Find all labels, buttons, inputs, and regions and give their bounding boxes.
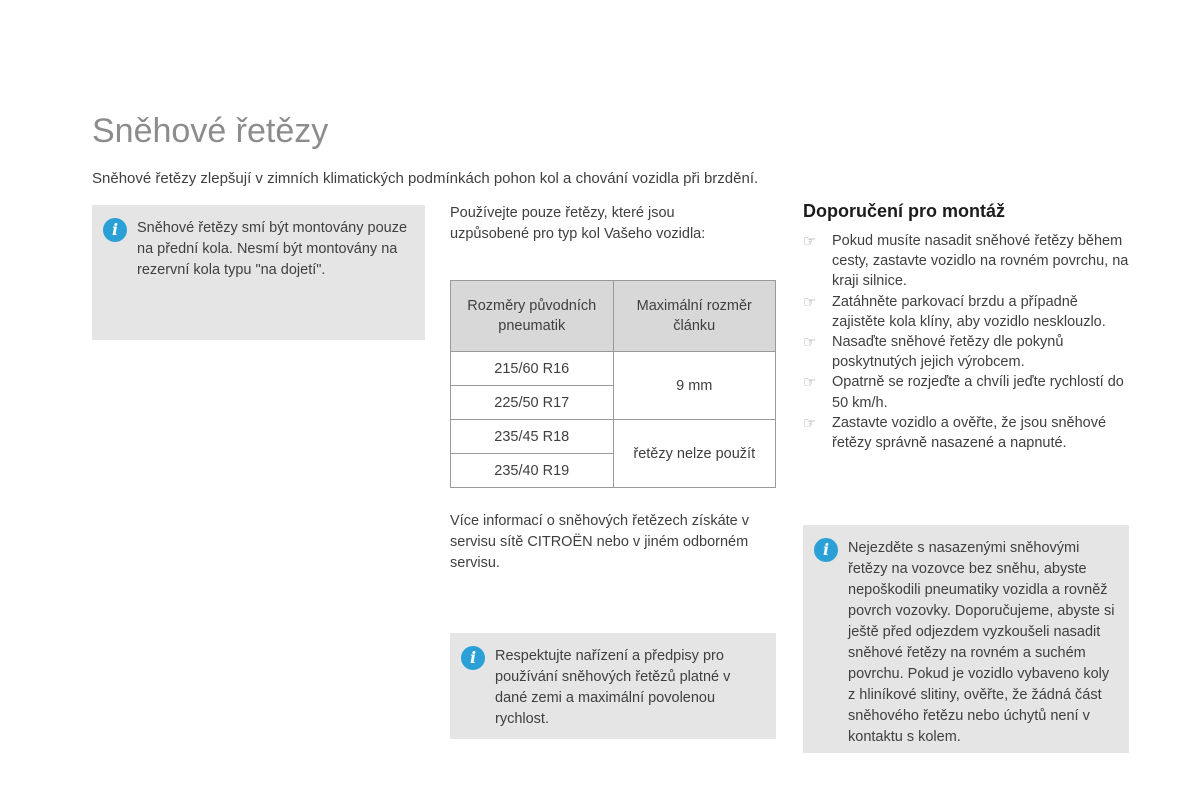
info-note-front-wheels xyxy=(92,205,425,340)
note-text: Sněhové řetězy smí být montovány pouze na přední kola. Nesmí být montovány na rezervní kola typu "na dojetí". xyxy=(137,220,408,278)
tire-size-cell: 235/40 R19 xyxy=(451,454,614,488)
recommendation-item xyxy=(803,231,1133,292)
tire-size-cell: 215/60 R16 xyxy=(451,352,614,386)
info-icon: i xyxy=(103,218,127,242)
chains-lead-text: Používejte pouze řetězy, které jsou uzpůsobené pro typ kol Vašeho vozidla: xyxy=(450,205,706,242)
pointer-icon: ☞ xyxy=(803,232,817,250)
table-row xyxy=(451,420,776,454)
pointer-icon: ☞ xyxy=(803,373,817,392)
recommendation-item xyxy=(803,292,1133,332)
chain-size-cell: řetězy nelze použít xyxy=(613,420,776,488)
recommendation-text: Zastavte vozidlo a ověřte, že jsou sněhové řetězy správně nasazené a napnuté. xyxy=(832,414,1107,452)
recommendation-text: Zatáhněte parkovací brzdu a případně zajistěte kola klíny, aby vozidlo nesklouzlo. xyxy=(832,293,1106,330)
recommendation-item xyxy=(803,372,1133,412)
recommendation-text: Nasaďte sněhové řetězy dle pokynů poskytnutých jejich výrobcem. xyxy=(832,334,1064,371)
note-text: Respektujte nařízení a předpisy pro používání sněhových řetězů platné v dané zemi a maximální povolenou rychlost. xyxy=(495,648,731,727)
tire-size-cell: 235/45 R18 xyxy=(451,420,614,454)
recommendation-text: Pokud musíte nasadit sněhové řetězy během cesty, zastavte vozidlo na rovném povrchu, na kraji silnice. xyxy=(832,233,1129,290)
table-row xyxy=(451,352,776,386)
note-text: Nejezděte s nasazenými sněhovými řetězy na vozovce bez sněhu, abyste nepoškodili pneumatiky vozidla a rovněž povrch vozovky. Doporučujeme, abyste si ještě před odjezdem vyzkoušeli nasadit sněhové řetězy na rovném a suchém povrchu. Pokud je vozidlo vybaveno koly z hliníkové slitiny, ověřte, že žádná část sněhového řetězu nebo úchytů není v kontaktu s kolem. xyxy=(848,540,1115,745)
table-header-tire-sizes: Rozměry původních pneumatik xyxy=(451,281,614,352)
table-header-max-link: Maximální rozměr článku xyxy=(613,281,776,352)
tire-chain-table xyxy=(450,280,776,488)
recommendation-text: Opatrně se rozjeďte a chvíli jeďte rychlostí do 50 km/h. xyxy=(832,374,1124,411)
table-header-row xyxy=(451,281,776,352)
service-info-text: Více informací o sněhových řetězech získáte v servisu sítě CITROËN nebo v jiném odborném servisu. xyxy=(450,513,749,571)
recommendations-list xyxy=(803,231,1133,453)
tire-size-cell: 225/50 R17 xyxy=(451,386,614,420)
info-note-regulations xyxy=(450,633,776,739)
info-icon: i xyxy=(814,538,838,562)
recommendation-item xyxy=(803,332,1133,372)
intro-text: Sněhové řetězy zlepšují v zimních klimatických podmínkách pohon kol a chování vozidla při brzdění. xyxy=(92,170,759,187)
info-icon: i xyxy=(461,646,485,670)
chain-size-cell: 9 mm xyxy=(613,352,776,420)
recommendations-heading: Doporučení pro montáž xyxy=(803,201,1005,221)
pointer-icon: ☞ xyxy=(803,413,817,432)
info-note-no-snow xyxy=(803,525,1129,753)
pointer-icon: ☞ xyxy=(803,333,817,352)
recommendation-item xyxy=(803,413,1133,453)
page-title: Sněhové řetězy xyxy=(92,112,329,150)
pointer-icon: ☞ xyxy=(803,292,817,311)
